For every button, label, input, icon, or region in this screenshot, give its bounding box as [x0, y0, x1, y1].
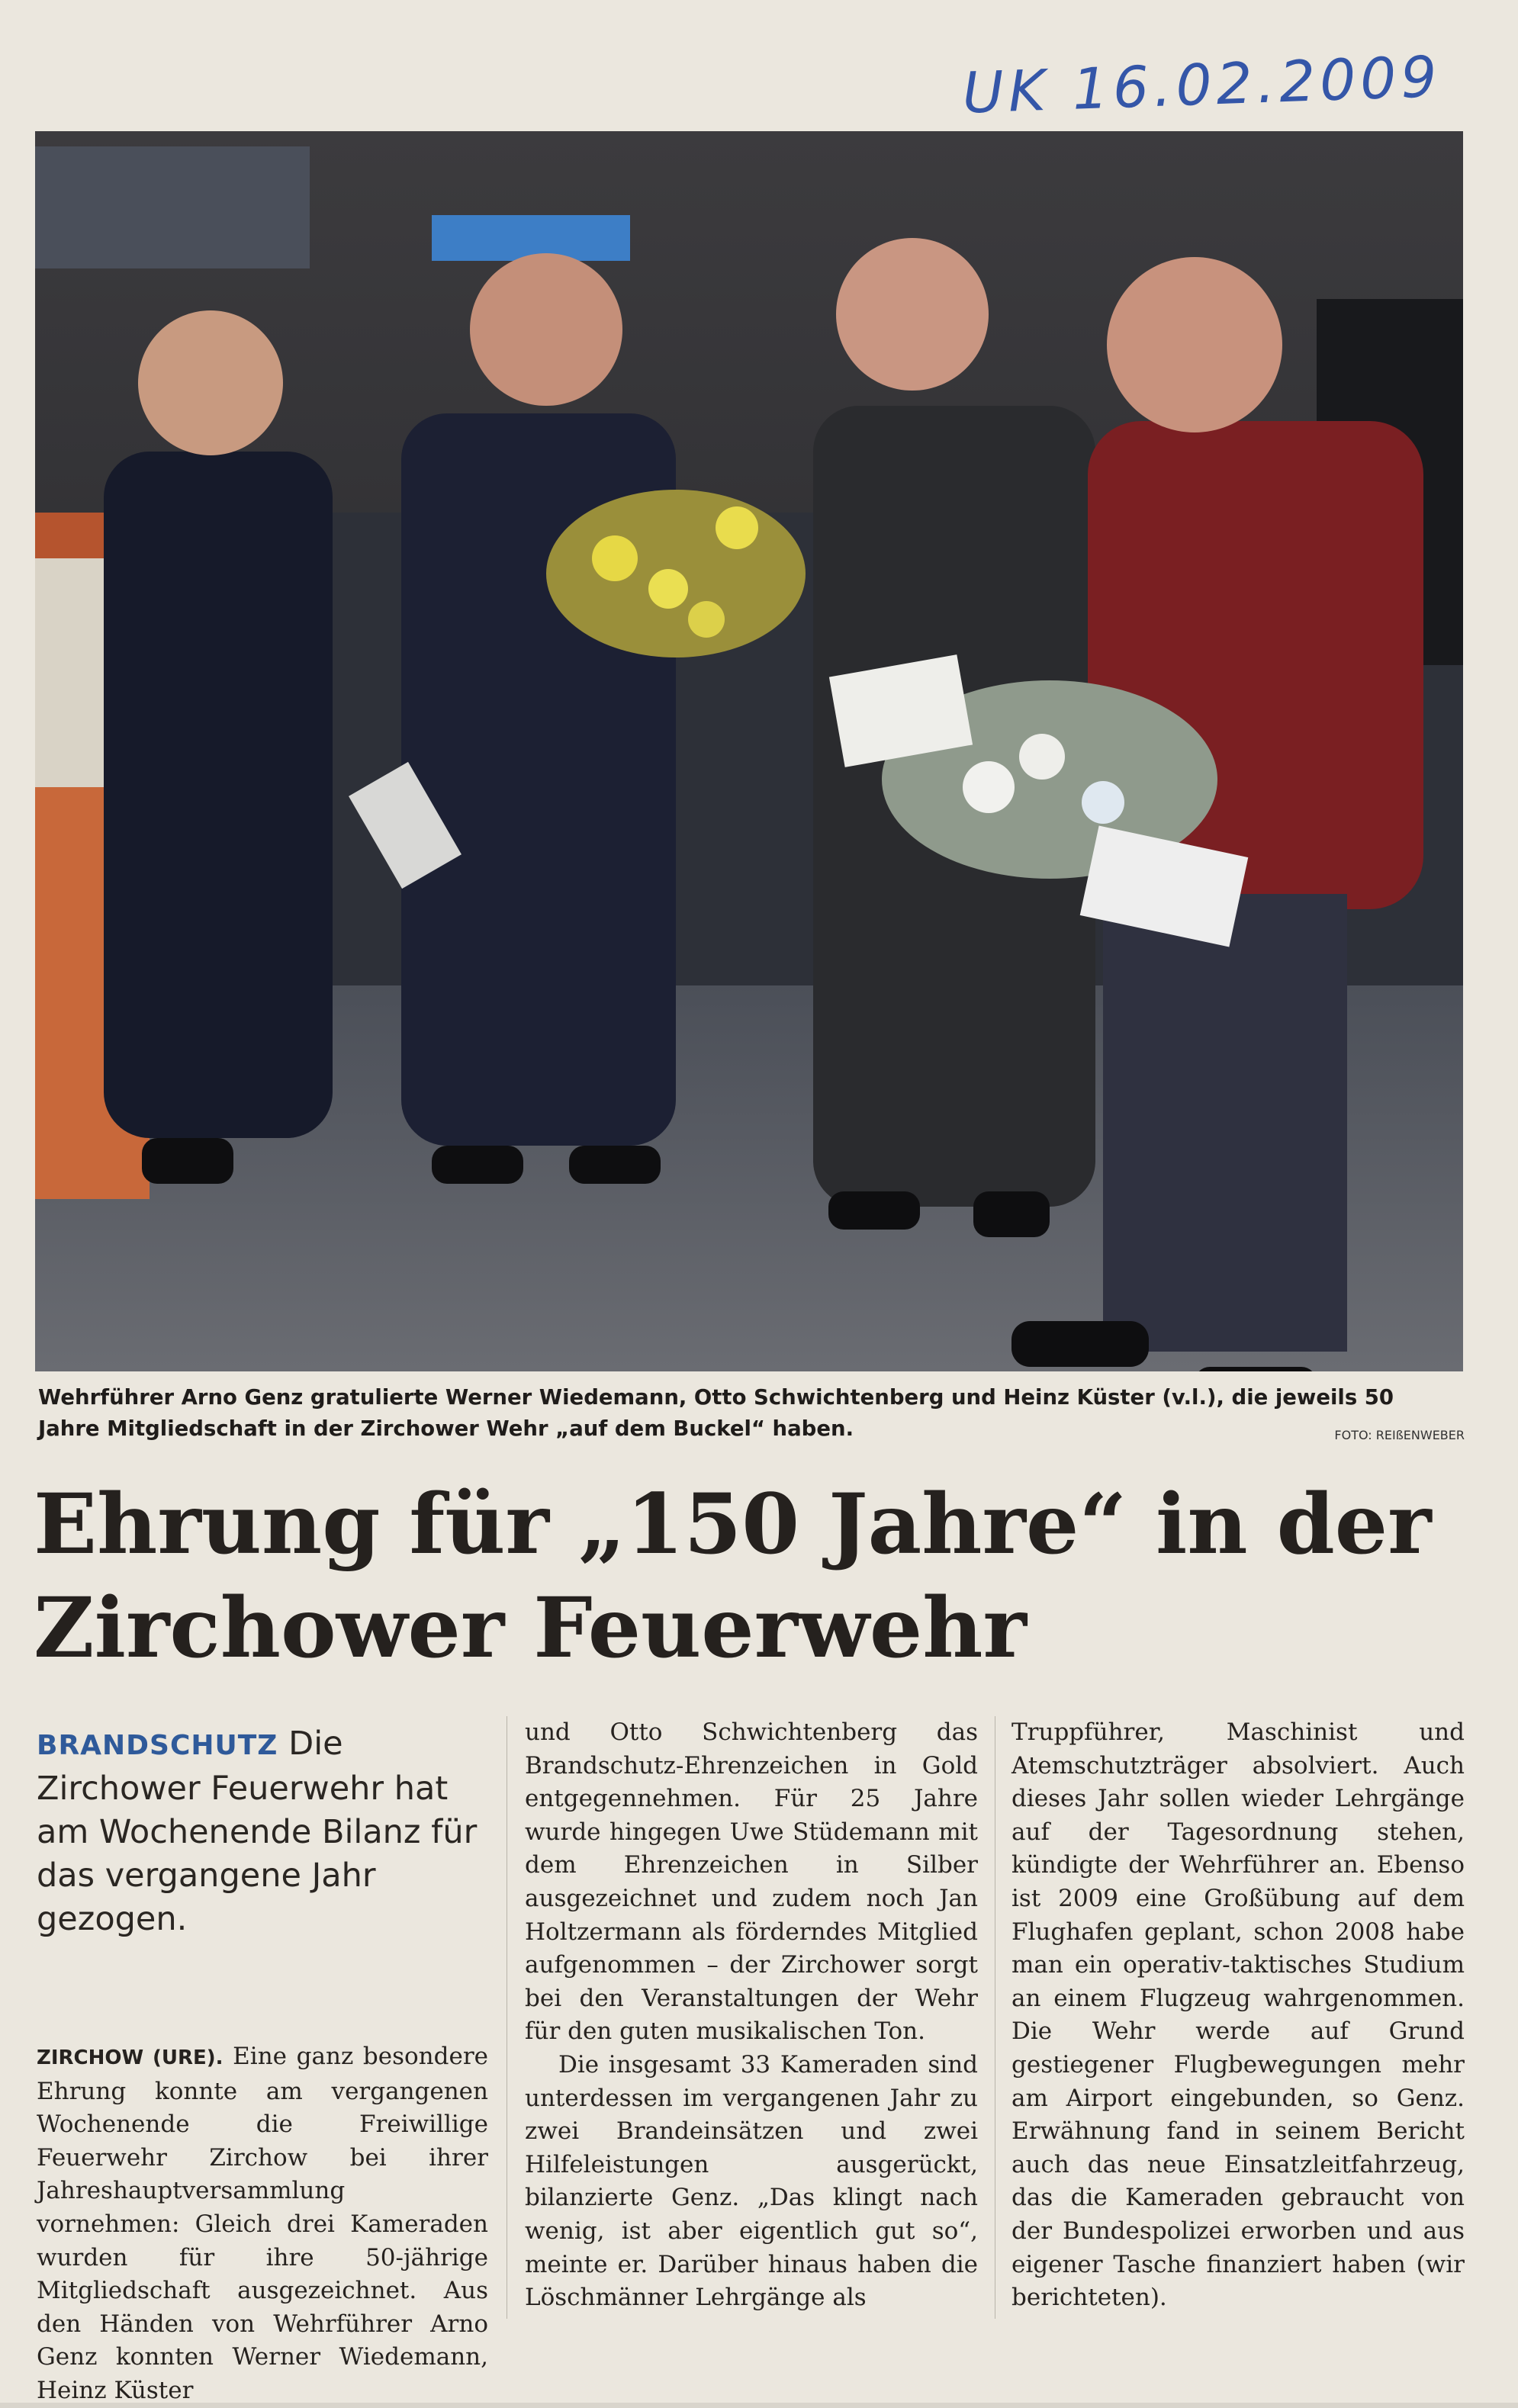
photo-illustration	[35, 131, 1463, 1371]
section-kicker: BRANDSCHUTZ	[37, 1730, 278, 1761]
column-2-paragraph-2: Die insgesamt 33 Kameraden sind unterdessen im vergangenen Jahr zu zwei Brandeinsätzen und zwei Hilfeleistungen ausgerückt, bilanzierte Genz. „Das klingt nach wenig, ist aber eigentlich gut so“, meinte er. Darüber hinaus haben die Löschmänner Lehrgänge als	[525, 2050, 978, 2312]
article-column-3	[1011, 1716, 1465, 2315]
column-2-paragraph-1: und Otto Schwichtenberg das Brandschutz-Ehrenzeichen in Gold entgegennehmen. Für 25 Jahre wurde hingegen Uwe Stüdemann mit dem Ehrenzeichen in Silber ausgezeichnet und zudem noch Jan Holtzermann als förderndes Mitglied aufgenommen – der Zirchower sorgt bei den Veranstaltungen der Wehr für den guten musikalischen Ton.	[525, 1718, 978, 2046]
article-column-1	[37, 2040, 488, 2408]
article-column-2	[525, 1716, 978, 2315]
article-headline: Ehrung für „150 Jahre“ in der Zirchower Feuerwehr	[34, 1475, 1432, 1677]
column-1-text: Eine ganz besondere Ehrung konnte am vergangenen Wochenende die Freiwillige Feuerwehr Zirchow bei ihrer Jahreshauptversammlung vornehmen: Gleich drei Kameraden wurden für ihre 50-jährige Mitgliedschaft ausgezeichnet. Aus den Händen von Wehrführer Arno Genz konnten Werner Wiedemann, Heinz Küster	[37, 2043, 488, 2404]
lead-text: Die Zirchower Feuerwehr hat am Wochenende Bilanz für das vergangene Jahr gezogen.	[37, 1725, 478, 1938]
dateline: ZIRCHOW (URE).	[37, 2046, 224, 2069]
article-photo	[35, 131, 1463, 1371]
photo-caption: Wehrführer Arno Genz gratulierte Werner Wiedemann, Otto Schwichtenberg und Heinz Küster (v.l.), die jeweils 50 Jahre Mitgliedschaft in der Zirchower Wehr „auf dem Buckel“ haben.	[38, 1385, 1394, 1441]
photo-credit: FOTO: REIßENWEBER	[1334, 1428, 1465, 1442]
handwritten-date-note: UK 16.02.2009	[961, 43, 1442, 127]
column-3-text: Truppführer, Maschinist und Atemschutzträger absolviert. Auch dieses Jahr sollen wieder Lehrgänge auf der Tagesordnung stehen, kündigte der Wehrführer an. Ebenso ist 2009 eine Großübung auf dem Flughafen geplant, schon 2008 habe man ein operativ-taktisches Studium an einem Flugzeug wahrgenommen. Die Wehr werde auf Grund gestiegener Flugbewegungen mehr am Airport eingebunden, so Genz. Erwähnung fand in seinem Bericht auch das neue Einsatzleitfahrzeug, das die Kameraden gebraucht von der Bundespolizei erworben und aus eigener Tasche finanziert haben (wir berichteten).	[1011, 1718, 1465, 2312]
article-lead	[37, 1722, 494, 1941]
